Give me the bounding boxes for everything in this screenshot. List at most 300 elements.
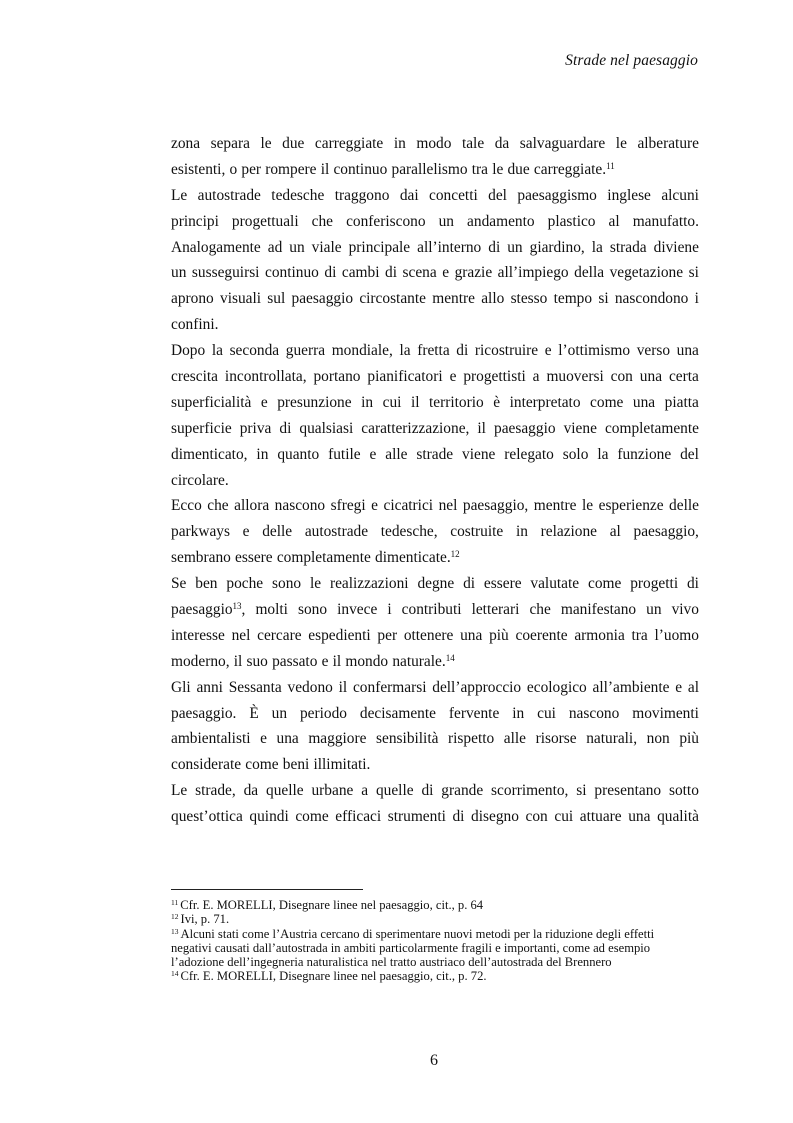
word: molti — [255, 601, 288, 619]
text-line — [171, 675, 699, 701]
word: sotto — [668, 782, 699, 800]
word: interpretato — [509, 393, 581, 411]
word: nascono — [568, 704, 620, 722]
word: per — [241, 160, 262, 178]
word: cui — [537, 704, 556, 722]
word: di — [488, 238, 501, 256]
word: essere — [483, 575, 522, 593]
word: costruite — [450, 523, 504, 541]
word: concetti — [429, 186, 478, 204]
word: esperienze — [598, 497, 664, 515]
word: come — [295, 808, 329, 826]
word: strade, — [195, 782, 236, 800]
word: naturale.$^{14}$ — [392, 652, 455, 670]
word: una — [632, 393, 656, 411]
word: le — [309, 575, 322, 593]
word: di — [385, 264, 397, 282]
word: a — [361, 782, 369, 800]
word: piatta — [664, 393, 699, 411]
word: illimitati. — [313, 756, 371, 774]
word: completamente — [604, 419, 699, 437]
word: le — [582, 497, 594, 515]
word: con — [610, 368, 633, 386]
word: Le — [171, 186, 188, 204]
word: quelle — [266, 782, 304, 800]
word: urbane — [311, 782, 354, 800]
word: confini. — [171, 316, 219, 334]
word: paesaggismo — [517, 186, 597, 204]
footnote-text: negativi causati dall’autostrada in ambiti particolarmente fragili e importanti, come ad esempio — [171, 940, 651, 955]
word: al — [609, 523, 621, 541]
word: nascono — [274, 497, 326, 515]
word: la — [597, 445, 609, 463]
word: circolare. — [171, 471, 229, 489]
word: una — [276, 730, 299, 748]
word: vegetazione — [609, 264, 684, 282]
word: realizzazioni — [329, 575, 409, 593]
word: suo — [246, 652, 268, 670]
word: tempo — [553, 290, 593, 308]
word: alle — [503, 730, 526, 748]
word: dimenticato, — [171, 445, 248, 463]
word: e — [242, 523, 250, 541]
text-line — [171, 752, 699, 778]
word: moderno, — [171, 652, 230, 670]
body-text — [171, 131, 699, 830]
word: dai — [399, 186, 419, 204]
word: il — [338, 678, 348, 696]
word: nel — [231, 626, 251, 644]
word: un — [438, 212, 454, 230]
word: continuo — [333, 160, 388, 178]
footnote-number: 14 — [171, 969, 179, 979]
word: conferiscono — [346, 212, 426, 230]
word: confermarsi — [352, 678, 427, 696]
word: paesaggio — [494, 419, 556, 437]
word: allo — [481, 290, 505, 308]
word: nascondono — [614, 290, 689, 308]
word: caratterizzazione, — [361, 419, 470, 437]
word: principi — [171, 212, 219, 230]
word: alle — [385, 445, 408, 463]
footnote — [171, 941, 711, 955]
word: carreggiate — [314, 135, 384, 152]
word: viene — [462, 445, 496, 463]
word: invece — [337, 601, 378, 619]
word: territorio — [429, 393, 484, 411]
word: vivo — [671, 601, 699, 619]
word: superficialità — [171, 393, 252, 411]
word: progettuali — [231, 212, 299, 230]
text-line — [171, 235, 699, 261]
word: come — [245, 756, 279, 774]
text-line — [171, 778, 699, 804]
word: e — [369, 445, 377, 463]
word: all’ambiente — [592, 678, 670, 696]
word: poche — [226, 575, 264, 593]
word: cui — [554, 808, 574, 826]
word: e — [371, 497, 378, 515]
text-line — [171, 312, 699, 338]
word: all’impiego — [497, 264, 569, 282]
word: letterari — [471, 601, 520, 619]
footnote-separator — [171, 889, 363, 890]
word: che — [207, 497, 229, 515]
word: e — [260, 730, 267, 748]
word: sono — [298, 601, 328, 619]
word: paesaggio, — [633, 523, 699, 541]
word: paesaggio — [291, 290, 354, 308]
word: presunzione — [277, 393, 352, 411]
word: sono — [272, 575, 302, 593]
word: sembrano — [171, 549, 231, 567]
word: un — [507, 238, 523, 256]
word: essere — [235, 549, 273, 567]
word: periodo — [299, 704, 347, 722]
word: in — [512, 704, 525, 722]
word: ad — [267, 238, 283, 256]
text-line — [171, 545, 699, 571]
word: Se — [171, 575, 187, 593]
word: giardino, — [529, 238, 585, 256]
word: cercare — [257, 626, 302, 644]
word: i — [387, 601, 392, 619]
word: incontrollata, — [224, 368, 307, 386]
word: qualsiasi — [299, 419, 354, 437]
word: carreggiate.$^{11}$ — [533, 160, 615, 178]
text-line — [171, 416, 699, 442]
word: le — [615, 135, 627, 152]
text-line — [171, 209, 699, 235]
word: relegato — [504, 445, 554, 463]
word: a — [532, 368, 540, 386]
word: autostrade — [304, 523, 369, 541]
footnote-number: 12 — [171, 912, 179, 922]
word: continuo — [264, 264, 319, 282]
text-line — [171, 364, 699, 390]
word: considerate — [171, 756, 242, 774]
word: rompere — [265, 160, 317, 178]
word: interesse — [171, 626, 225, 644]
text-line — [171, 157, 699, 183]
word: in — [361, 393, 374, 411]
word: funzione — [617, 445, 672, 463]
word: le — [260, 135, 272, 152]
word: sfregi — [330, 497, 366, 515]
word: disegno — [471, 808, 519, 826]
word: il — [410, 393, 420, 411]
word: paesaggio. — [171, 704, 237, 722]
word: rispetto — [448, 730, 495, 748]
word: il — [320, 160, 330, 178]
word: tra — [471, 160, 488, 178]
footnote-ref[interactable]: 14 — [445, 652, 455, 663]
text-line — [171, 131, 699, 157]
footnote-ref[interactable]: 12 — [450, 549, 460, 560]
word: una — [628, 808, 651, 826]
word: alcuni — [661, 186, 699, 204]
footnote-number: 13 — [171, 926, 179, 936]
word: viale — [311, 238, 342, 256]
text-line — [171, 442, 699, 468]
word: l’ottimismo — [558, 342, 631, 360]
word: come — [590, 393, 624, 411]
word: esistenti, — [171, 160, 226, 178]
word: con — [525, 808, 548, 826]
word: risorse — [535, 730, 577, 748]
word: di — [463, 575, 476, 593]
word: pianificatori — [367, 368, 443, 386]
word: sul — [267, 290, 286, 308]
word: traggono — [334, 186, 390, 204]
text-line — [171, 468, 699, 494]
word: in — [515, 523, 528, 541]
word: quindi — [249, 808, 289, 826]
footnote-text: Cfr. E. MORELLI, Disegnare linee nel paesaggio, cit., p. 64 — [180, 898, 484, 912]
word: strade — [416, 445, 454, 463]
word: modo — [416, 135, 452, 152]
word: decisamente — [359, 704, 436, 722]
word: passato — [272, 652, 318, 670]
word: al — [687, 678, 699, 696]
word: degne — [417, 575, 455, 593]
word: strada — [609, 238, 647, 256]
word: maggiore — [308, 730, 367, 748]
word: Gli — [171, 678, 191, 696]
word: fervente — [448, 704, 500, 722]
footnote-ref[interactable]: 11 — [606, 160, 615, 171]
word: un — [289, 238, 305, 256]
word: cicatrici — [383, 497, 434, 515]
word: È — [249, 704, 259, 722]
word: Sessanta — [228, 678, 282, 696]
word: più — [679, 730, 699, 748]
word: due — [507, 160, 530, 178]
word: espedienti — [308, 626, 371, 644]
word: da — [494, 135, 510, 152]
word: due — [282, 135, 305, 152]
word: i — [694, 290, 699, 308]
footnote-text: Alcuni stati come l’Austria cercano di sperimentare nuovi metodi per la riduzione degli effetti — [180, 926, 655, 941]
text-line — [171, 286, 699, 312]
footnote-text: l’adozione dell’ingegneria naturalistica nel tratto austriaco dell’autostrada del Brennero — [171, 955, 612, 970]
word: il — [332, 652, 342, 670]
word: attuare — [579, 808, 622, 826]
word: scorrimento, — [491, 782, 569, 800]
word: e — [260, 393, 268, 411]
word: nel — [438, 497, 458, 515]
word: ben — [195, 575, 218, 593]
word: o — [229, 160, 238, 178]
word: aprono — [171, 290, 214, 308]
word: che — [529, 601, 551, 619]
word: manufatto. — [632, 212, 699, 230]
word: per — [377, 626, 398, 644]
word: Le — [171, 782, 188, 800]
word: non — [646, 730, 670, 748]
text-line — [171, 701, 699, 727]
word: priva — [239, 419, 272, 437]
word: coerente — [515, 626, 568, 644]
word: solo — [562, 445, 589, 463]
text-line — [171, 597, 699, 623]
word: guerra — [285, 342, 326, 360]
word: di — [686, 575, 699, 593]
word: delle — [669, 497, 699, 515]
word: alberature — [637, 135, 699, 152]
word: una — [639, 368, 663, 386]
word: tale — [461, 135, 485, 152]
word: la — [399, 342, 411, 360]
word: un — [646, 601, 662, 619]
word: mondiale, — [331, 342, 393, 360]
word: che — [311, 212, 334, 230]
word: verso — [636, 342, 671, 360]
text-line — [171, 338, 699, 364]
word: ecologico — [526, 678, 587, 696]
word: progettisti — [463, 368, 526, 386]
word: quanto — [277, 445, 320, 463]
word: portano — [313, 368, 361, 386]
word: si — [688, 264, 699, 282]
text-line — [171, 390, 699, 416]
footnote — [171, 898, 711, 912]
footnote — [171, 955, 711, 969]
word: ambientalisti — [171, 730, 251, 748]
word: tedesche, — [380, 523, 438, 541]
footnote-ref[interactable]: 13 — [232, 601, 242, 612]
word: è — [493, 393, 501, 411]
word: paesaggio, — [462, 497, 529, 515]
word: completamente — [276, 549, 371, 567]
text-line — [171, 493, 699, 519]
word: valutate — [530, 575, 580, 593]
word: di — [456, 342, 469, 360]
word: progetti — [630, 575, 679, 593]
word: le — [492, 160, 504, 178]
word: al — [608, 212, 620, 230]
word: principale — [348, 238, 411, 256]
word: del — [488, 186, 507, 204]
footnote-number: 11 — [171, 898, 179, 907]
word: di — [421, 782, 434, 800]
word: un — [271, 704, 288, 722]
word: parkways — [171, 523, 230, 541]
word: viene — [563, 419, 597, 437]
word: dell’approccio — [432, 678, 522, 696]
word: tra — [631, 626, 648, 644]
text-line — [171, 804, 699, 830]
text-line — [171, 571, 699, 597]
running-header: Strade nel paesaggio — [565, 52, 698, 69]
word: naturali, — [586, 730, 638, 748]
word: e — [449, 368, 457, 386]
word: armonia — [574, 626, 625, 644]
footnote — [171, 927, 711, 941]
word: ottenere — [403, 626, 454, 644]
word: dimenticate.$^{12}$ — [375, 549, 460, 567]
word: grande — [441, 782, 484, 800]
word: separa — [210, 135, 250, 152]
text-line — [171, 260, 699, 286]
word: più — [489, 626, 509, 644]
word: manifestano — [560, 601, 637, 619]
word: come — [588, 575, 622, 593]
word: autostrade — [197, 186, 261, 204]
word: il — [233, 652, 243, 670]
word: allora — [234, 497, 270, 515]
word: crescita — [171, 368, 218, 386]
word: la — [211, 342, 223, 360]
text-line — [171, 649, 699, 675]
word: tedesche — [271, 186, 325, 204]
word: superficie — [171, 419, 232, 437]
word: paesaggio$^{13}$, — [171, 601, 246, 619]
word: di — [279, 419, 292, 437]
word: l’uomo — [654, 626, 699, 644]
word: di — [452, 808, 465, 826]
word: Analogamente — [171, 238, 261, 256]
word: cui — [382, 393, 402, 411]
word: diviene — [653, 238, 699, 256]
word: inglese — [607, 186, 651, 204]
word: mentre — [533, 497, 577, 515]
word: parallelismo — [391, 160, 468, 178]
word: ricostruire — [474, 342, 539, 360]
word: di — [324, 264, 337, 282]
word: relazione — [540, 523, 598, 541]
word: susseguirsi — [191, 264, 260, 282]
text-line — [171, 519, 699, 545]
word: mentre — [432, 290, 475, 308]
word: Dopo — [171, 342, 206, 360]
word: in — [393, 135, 406, 152]
word: scena — [402, 264, 437, 282]
word: qualità — [657, 808, 699, 826]
word: si — [598, 290, 609, 308]
text-line — [171, 183, 699, 209]
word: quest’ottica — [171, 808, 243, 826]
word: cambi — [341, 264, 380, 282]
word: e — [544, 342, 552, 360]
word: in — [256, 445, 269, 463]
footnote — [171, 969, 711, 983]
footnote — [171, 912, 711, 926]
word: mondo — [345, 652, 389, 670]
word: sensibilità — [376, 730, 439, 748]
word: la — [591, 238, 603, 256]
word: e — [675, 678, 683, 696]
word: il — [477, 419, 486, 437]
word: circostante — [359, 290, 426, 308]
word: Ecco — [171, 497, 202, 515]
word: fretta — [417, 342, 450, 360]
word: anni — [196, 678, 223, 696]
word: e — [321, 652, 329, 670]
word: da — [243, 782, 259, 800]
word: una — [460, 626, 483, 644]
word: un — [171, 264, 187, 282]
word: seconda — [229, 342, 280, 360]
word: certa — [668, 368, 699, 386]
text-line — [171, 726, 699, 752]
word: andamento — [467, 212, 535, 230]
word: all’interno — [417, 238, 482, 256]
word: plastico — [547, 212, 596, 230]
word: si — [576, 782, 587, 800]
word: presentano — [594, 782, 662, 800]
word: quelle — [375, 782, 414, 800]
